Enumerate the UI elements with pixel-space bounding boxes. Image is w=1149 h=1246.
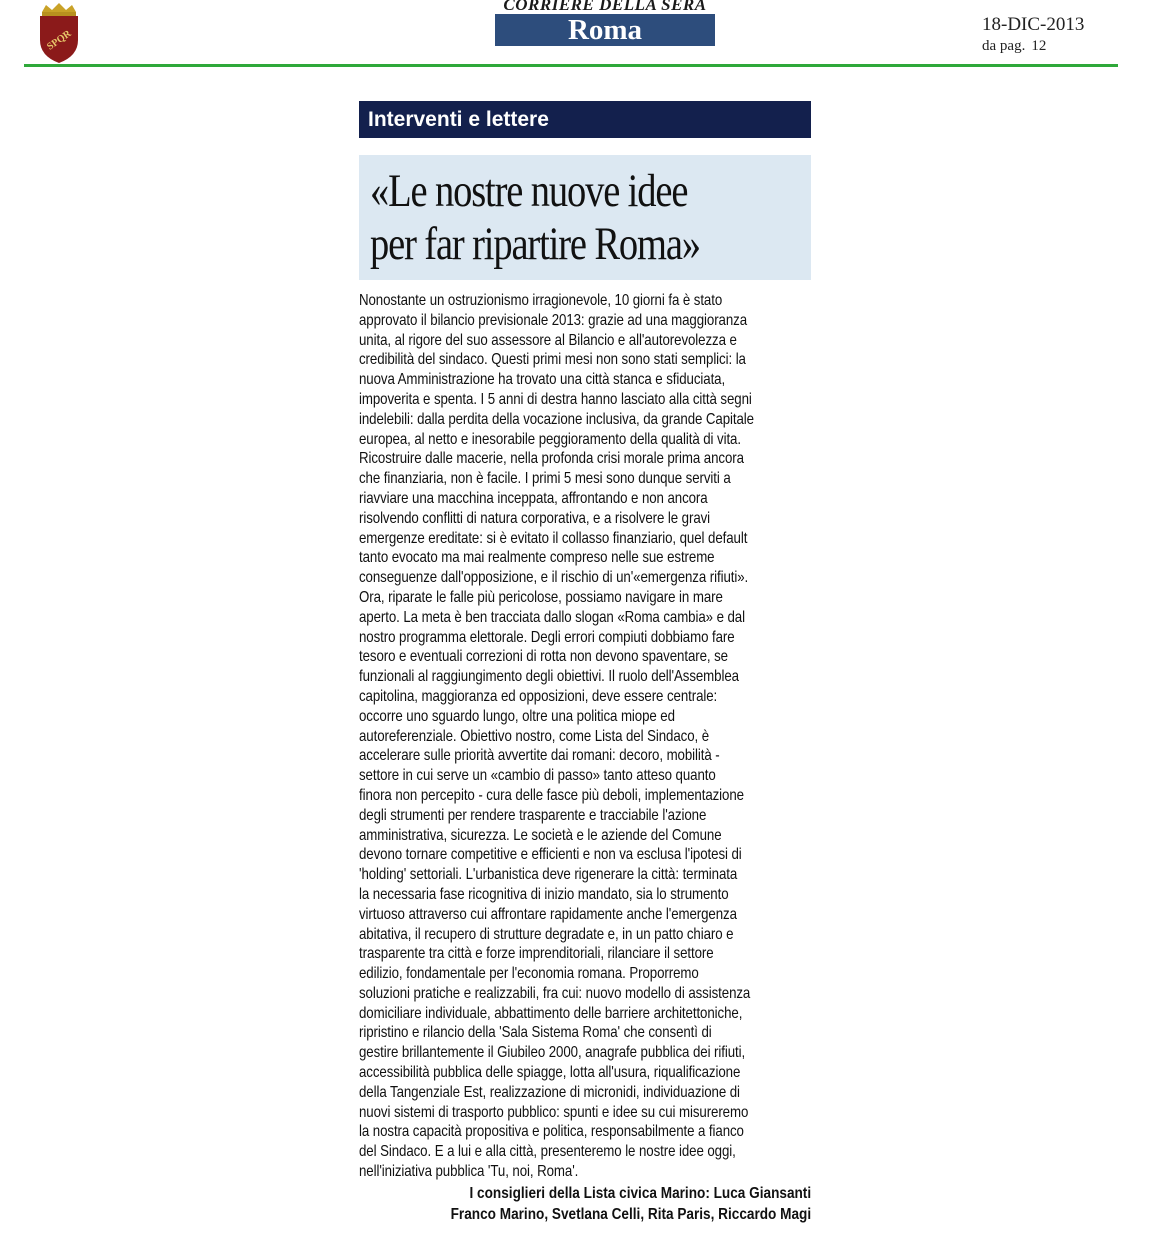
body-line: emergenze ereditate: si è evitato il collasso finanziario, quel default	[359, 529, 748, 547]
signature-line: I consiglieri della Lista civica Marino: Luca Giansanti	[469, 1185, 811, 1202]
headline	[370, 165, 731, 271]
body-line: Ora, riparate le falle più pericolose, possiamo navigare in mare	[359, 588, 723, 606]
body-line: finora non percepito - cura delle fasce più deboli, implementazione	[359, 786, 744, 804]
body-line: riavviare una macchina inceppata, affrontando e non ancora	[359, 489, 708, 507]
body-line: indelebili: dalla perdita della vocazione inclusiva, da grande Capitale	[359, 410, 754, 428]
masthead	[495, 0, 715, 46]
section-title: Interventi e lettere	[359, 101, 811, 138]
article-body	[359, 291, 811, 1182]
article-signature	[387, 1184, 811, 1225]
headline-line: «Le nostre nuove idee	[370, 165, 688, 217]
body-line: virtuoso attraverso cui affrontare rapidamente anche l'emergenza	[359, 905, 737, 923]
body-line: nell'iniziativa pubblica 'Tu, noi, Roma'.	[359, 1163, 579, 1181]
body-line: nostro programma elettorale. Degli errori compiuti dobbiamo fare	[359, 628, 735, 646]
newspaper-name: CORRIERE DELLA SERA	[503, 0, 707, 14]
body-line: del Sindaco. E a lui e alla città, presenteremo le nostre idee oggi,	[359, 1143, 736, 1161]
headline-line: per far ripartire Roma»	[370, 218, 700, 270]
body-line: Nonostante un ostruzionismo irragionevole, 10 giorni fa è stato	[359, 292, 723, 309]
body-line: trasparente tra città e forze imprenditoriali, rilanciare il settore	[359, 945, 714, 963]
body-line: amministrativa, sicurezza. Le società e le aziende del Comune	[359, 826, 722, 844]
body-line: capitolina, maggioranza ed opposizioni, deve essere centrale:	[359, 687, 718, 705]
body-line: risolvendo conflitti di natura corporativa, e a risolvere le gravi	[359, 509, 711, 527]
body-line: settore in cui serve un «cambio di passo» tanto atteso quanto	[359, 767, 716, 785]
body-line: edilizio, fondamentale per l'economia romana. Proporremo	[359, 965, 699, 983]
body-line: tanto evocato ma mai realmente compreso nelle sue estreme	[359, 549, 715, 567]
body-line: europea, al netto e inesorabile peggioramento della qualità di vita.	[359, 430, 741, 448]
body-line: domiciliare individuale, abbattimento delle barriere architettoniche,	[359, 1004, 743, 1022]
body-line: nuova Amministrazione ha trovato una città stanca e sfiduciata,	[359, 371, 726, 389]
body-line: degli strumenti per rendere trasparente e tracciabile l'azione	[359, 806, 707, 824]
page-number: 12	[1031, 38, 1047, 54]
page-label: da pag.	[982, 38, 1026, 54]
body-line: credibilità del sindaco. Questi primi mesi non sono stati semplici: la	[359, 351, 746, 369]
edition-name: Roma	[495, 14, 715, 46]
body-line: della Tangenziale Est, realizzazione di micronidi, individuazione di	[359, 1083, 740, 1101]
body-line: che finanziaria, non è facile. I primi 5 mesi sono dunque serviti a	[359, 470, 731, 488]
issue-date: 18-DIC-2013	[982, 14, 1085, 35]
body-line: la necessaria fase ricognitiva di inizio mandato, sia lo strumento	[359, 885, 729, 903]
body-line: nuovi sistemi di trasporto pubblico: spunti e idee su cui misureremo	[359, 1103, 749, 1121]
header-divider	[24, 64, 1118, 67]
body-line: impoverita e spenta. I 5 anni di destra hanno lasciato alla città segni	[359, 390, 752, 408]
body-line: funzionali al raggiungimento degli obiettivi. Il ruolo dell'Assemblea	[359, 668, 739, 686]
body-line: 'holding' settoriali. L'urbanistica deve rigenerare la città: terminata	[359, 866, 738, 884]
page-reference	[982, 38, 1046, 55]
body-line: aperto. La meta è ben tracciata dallo slogan «Roma cambia» e dal	[359, 608, 745, 626]
body-line: approvato il bilancio previsionale 2013: grazie ad una maggioranza	[359, 311, 748, 329]
body-line: tesoro e eventuali correzioni di rotta non devono spaventare, se	[359, 648, 728, 666]
rome-crest-logo	[34, 2, 84, 64]
headline-box	[359, 155, 811, 280]
signature-line: Franco Marino, Svetlana Celli, Rita Paris, Riccardo Magi	[450, 1205, 811, 1223]
body-line: accessibilità pubblica delle spiagge, lotta all'usura, riqualificazione	[359, 1064, 741, 1082]
body-line: la nostra capacità propositiva e politica, responsabilmente a fianco	[359, 1123, 744, 1141]
body-line: abitativa, il recupero di strutture degradate e, in un patto chiaro e	[359, 925, 734, 943]
body-line: Ricostruire dalle macerie, nella profonda crisi morale prima ancora	[359, 450, 744, 468]
body-line: conseguenze dall'opposizione, e il rischio di un'«emergenza rifiuti».	[359, 569, 749, 587]
body-line: devono tornare competitive e efficienti e non va esclusa l'ipotesi di	[359, 846, 742, 864]
body-line: occorre uno sguardo lungo, oltre una politica miope ed	[359, 707, 675, 725]
svg-text:SPQR: SPQR	[45, 28, 74, 53]
body-line: unita, al rigore del suo assessore al Bilancio e all'autorevolezza e	[359, 331, 737, 349]
body-line: ripristino e rilancio della 'Sala Sistema Roma' che consentì di	[359, 1024, 712, 1042]
body-line: accelerare sulle priorità avvertite dai romani: decoro, mobilità -	[359, 747, 720, 765]
body-line: soluzioni pratiche e realizzabili, fra cui: nuovo modello di assistenza	[359, 984, 751, 1002]
body-line: autoreferenziale. Obiettivo nostro, come Lista del Sindaco, è	[359, 727, 710, 745]
body-line: gestire brillantemente il Giubileo 2000, anagrafe pubblica dei rifiuti,	[359, 1044, 746, 1062]
